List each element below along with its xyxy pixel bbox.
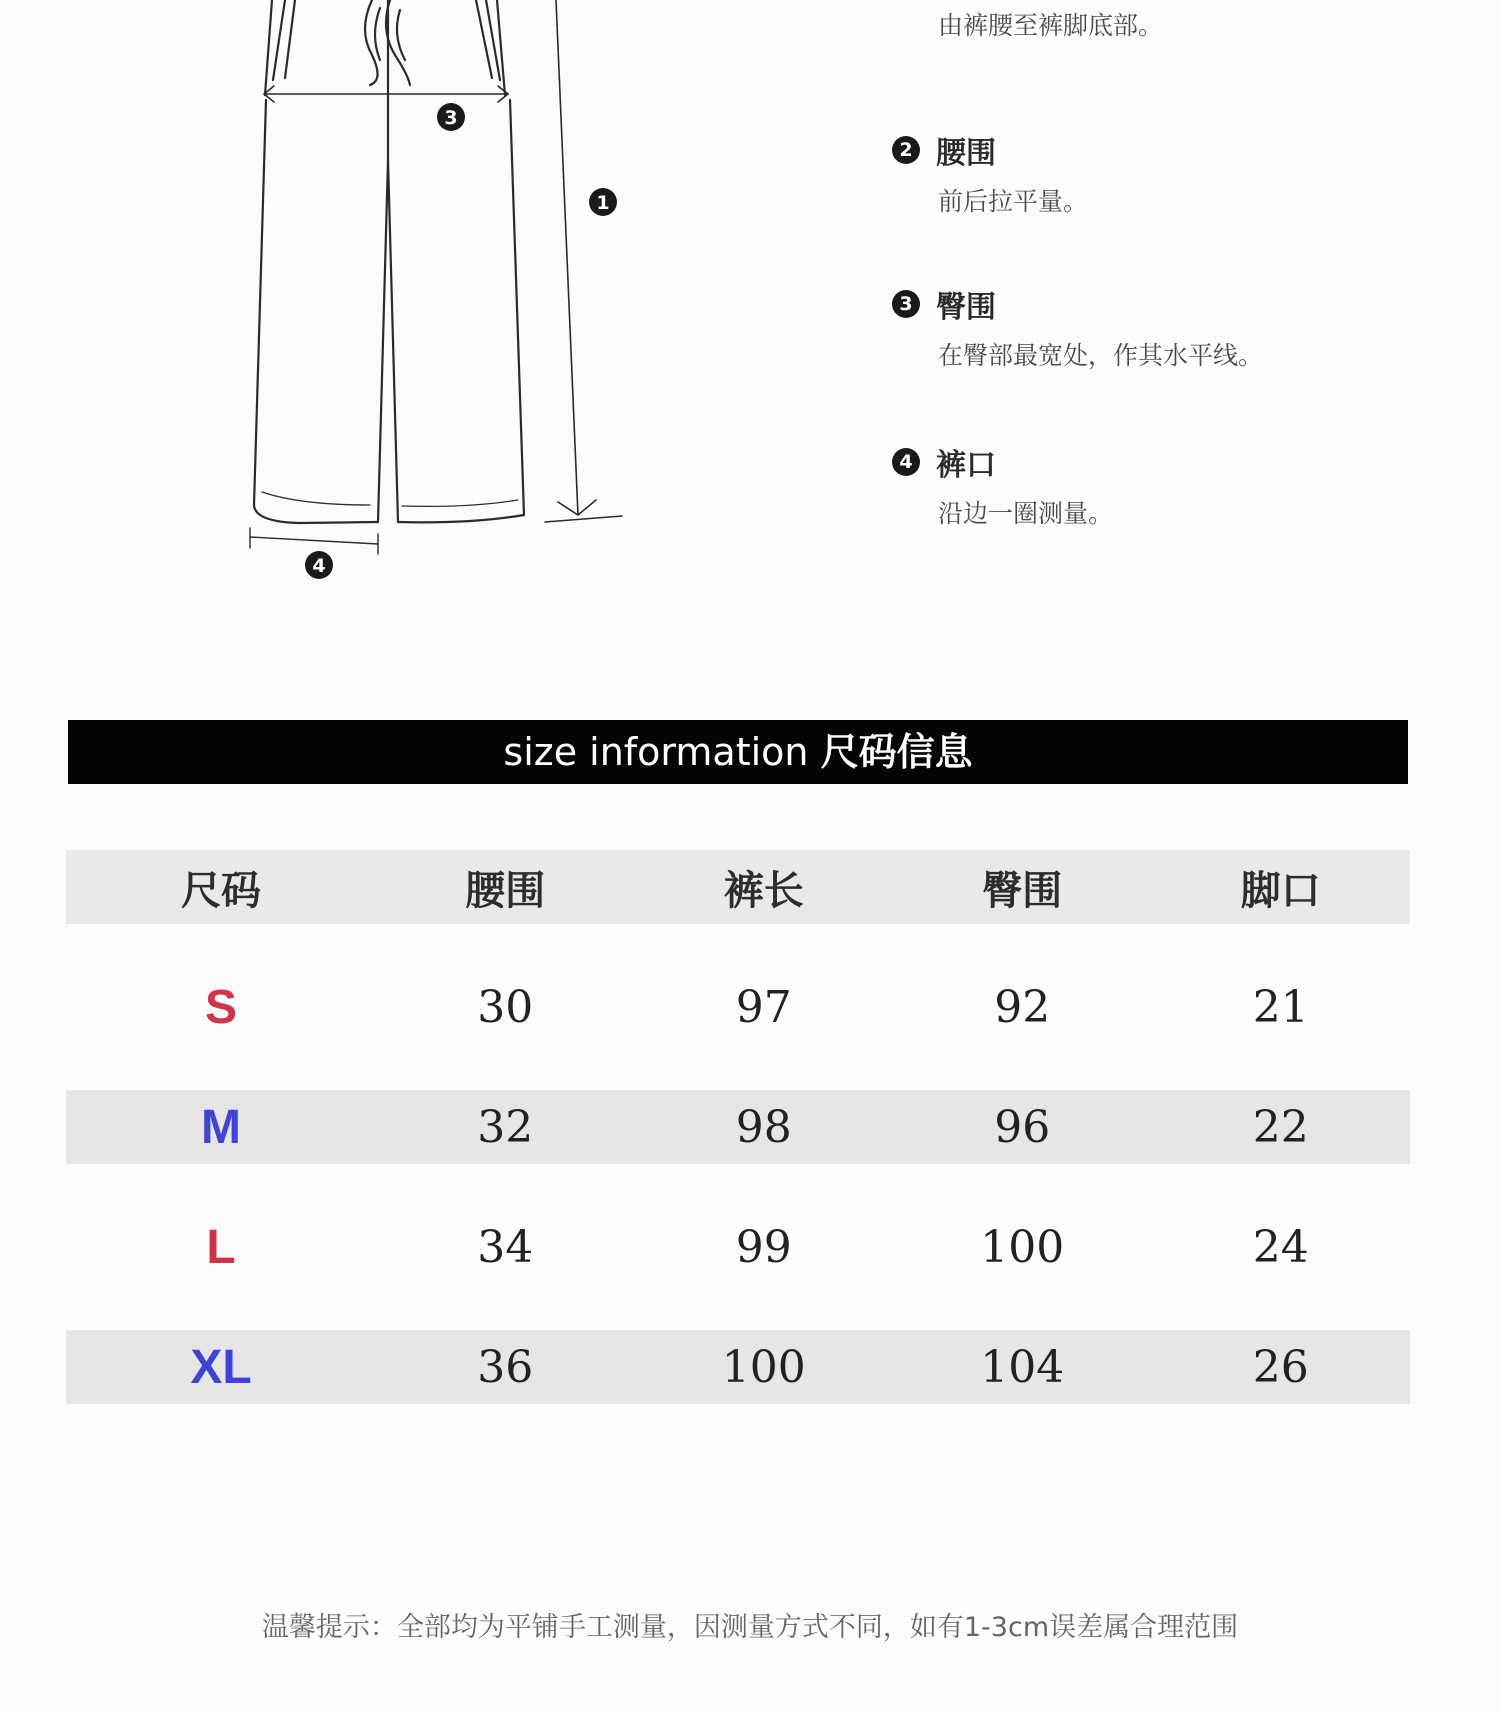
legend-hem-title: 裤口 (936, 448, 996, 483)
marker-1 (589, 188, 617, 216)
table-cell: 99 (735, 1221, 792, 1273)
pants-diagram (0, 0, 700, 620)
table-cell: 104 (980, 1341, 1065, 1393)
svg-text:3: 3 (444, 107, 458, 129)
legend-hip-title: 臀围 (936, 290, 996, 325)
table-row (66, 1330, 1410, 1404)
table-cell: 92 (994, 981, 1051, 1033)
table-cell: 36 (477, 1341, 534, 1393)
size-info-banner (68, 720, 1408, 784)
banner-english: size information (503, 730, 821, 774)
table-cell: 96 (994, 1101, 1051, 1153)
header-length: 裤长 (723, 867, 804, 914)
size-label: S (204, 980, 237, 1034)
size-label: M (201, 1100, 241, 1154)
table-row (66, 1090, 1410, 1164)
svg-text:1: 1 (596, 192, 610, 214)
legend-hip-desc: 在臀部最宽处，作其水平线。 (938, 341, 1264, 370)
legend-length-desc: 由裤腰至裤脚底部。 (938, 11, 1164, 40)
banner-chinese: 尺码信息 (820, 730, 973, 774)
table-cell: 26 (1252, 1341, 1309, 1393)
number-badge-icon: 2 (892, 136, 920, 164)
marker-3 (437, 103, 465, 131)
header-hip: 臀围 (982, 867, 1063, 914)
marker-4 (305, 551, 333, 579)
legend-item-waist (892, 128, 1088, 218)
size-label: L (206, 1220, 236, 1274)
size-table (66, 850, 1410, 1450)
header-hem: 脚口 (1240, 867, 1321, 914)
table-cell: 30 (477, 981, 534, 1033)
legend-item-hem (892, 440, 1113, 530)
size-label: XL (190, 1340, 252, 1394)
number-badge-icon: 3 (892, 290, 920, 318)
table-cell: 34 (477, 1221, 534, 1273)
legend-item-length (892, 6, 1163, 42)
legend-item-hip (892, 282, 1263, 372)
table-cell: 21 (1252, 981, 1309, 1033)
table-cell: 22 (1252, 1101, 1309, 1153)
legend-hem-desc: 沿边一圈测量。 (938, 499, 1114, 528)
table-cell: 24 (1252, 1221, 1309, 1273)
table-cell: 100 (721, 1341, 806, 1393)
table-header-row (66, 850, 1410, 924)
svg-text:4: 4 (312, 555, 326, 577)
number-badge-icon: 4 (892, 448, 920, 476)
legend-waist-title: 腰围 (936, 136, 996, 171)
header-waist: 腰围 (465, 867, 546, 914)
table-cell: 98 (735, 1101, 792, 1153)
measurement-note: 温馨提示：全部均为平铺手工测量，因测量方式不同，如有1-3cm误差属合理范围 (261, 1612, 1239, 1643)
table-cell: 97 (735, 981, 792, 1033)
header-size: 尺码 (181, 867, 261, 914)
legend-waist-desc: 前后拉平量。 (938, 187, 1089, 216)
table-row (66, 1210, 1410, 1284)
table-cell: 32 (477, 1101, 534, 1153)
table-row (66, 970, 1410, 1044)
table-cell: 100 (980, 1221, 1065, 1273)
